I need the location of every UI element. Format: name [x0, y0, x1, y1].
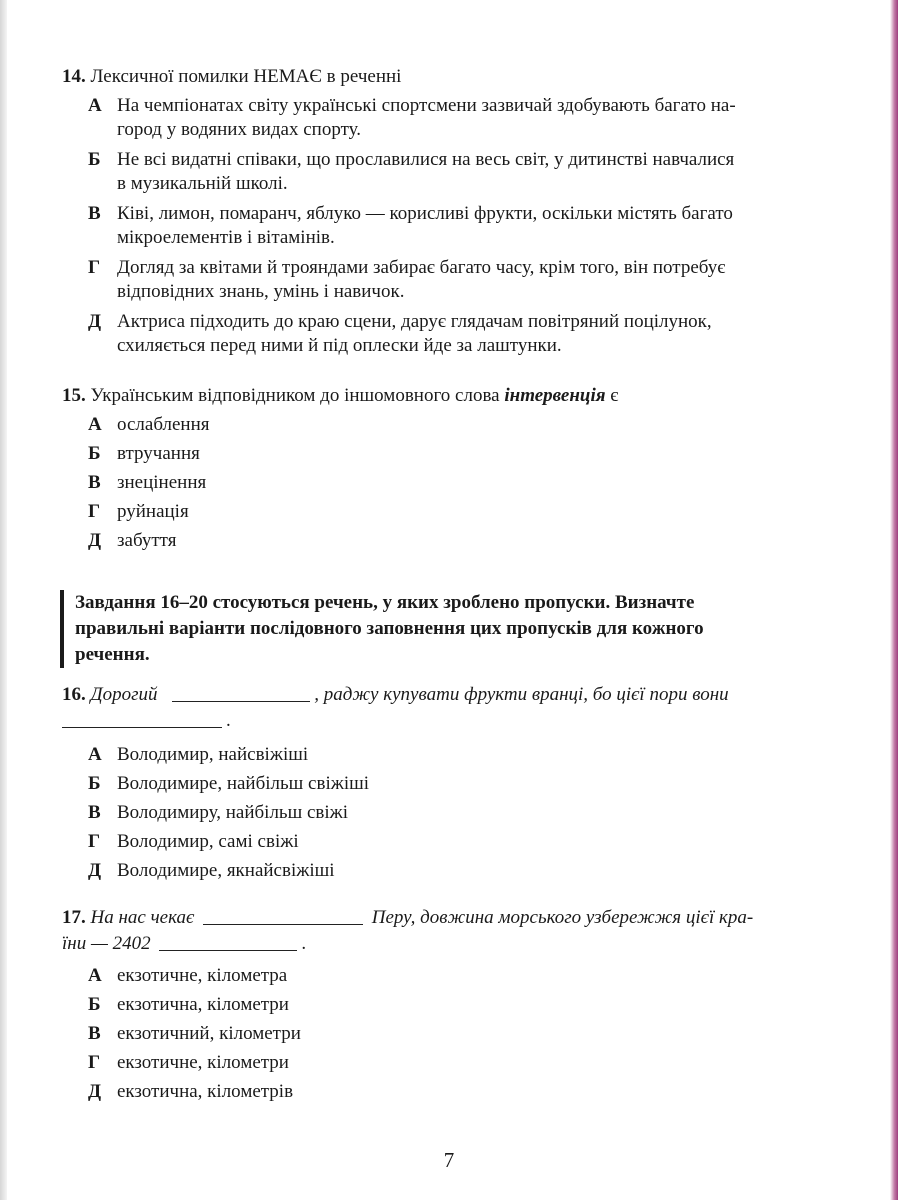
option-text: Володимире, найбільш свіжіші [117, 773, 370, 794]
option-text-line1: Не всі видатні співаки, що прославилися на весь світ, у дитинстві навчалися [117, 149, 735, 170]
option-h[interactable] [62, 256, 840, 304]
option-v[interactable] [62, 202, 840, 250]
question-end: . [226, 710, 231, 731]
option-text-line2: мікроелементів і вітамінів. [117, 227, 335, 248]
question-text: , раджу купувати фрукти вранці, бо цієї пори вони [314, 684, 729, 705]
option-text: Володимиру, найбільш свіжі [117, 802, 349, 823]
option-text-line1: Ківі, лимон, помаранч, яблуко — корисливі фрукти, оскільки містять багато [117, 203, 733, 224]
option-letter: А [88, 414, 102, 435]
answer-blank[interactable] [203, 906, 363, 925]
option-text: ослаблення [117, 414, 210, 435]
option-letter: Г [88, 257, 101, 278]
option-b[interactable] [62, 442, 840, 466]
option-v[interactable] [62, 801, 840, 825]
option-text: руйнація [117, 501, 189, 522]
option-h[interactable] [62, 1051, 840, 1075]
option-d[interactable] [62, 310, 840, 358]
option-letter: Д [88, 1081, 102, 1102]
question-keyword: інтервенція [504, 385, 606, 406]
question-16-stem [62, 682, 840, 734]
question-prompt: Лексичної помилки НЕМАЄ в реченні [90, 66, 402, 87]
option-a[interactable] [62, 743, 840, 767]
question-14-stem [62, 64, 840, 89]
option-text-line1: Актриса підходить до краю сцени, дарує глядачам повітряний поцілунок, [117, 311, 712, 332]
question-number: 14. [62, 66, 86, 87]
option-letter: В [88, 203, 101, 224]
option-a[interactable] [62, 94, 840, 142]
option-letter: Д [88, 311, 102, 332]
option-text-line2: город у водяних видах спорту. [117, 119, 361, 140]
question-text: На нас чекає [90, 907, 195, 928]
option-text: забуття [117, 530, 177, 551]
answer-blank[interactable] [172, 683, 310, 702]
option-text: екзотичне, кілометра [117, 965, 288, 986]
page-right-edge-stripe [890, 0, 898, 1200]
instruction-line: правильні варіанти послідовного заповнення цих пропусків для кожного [75, 618, 704, 639]
option-letter: Г [88, 831, 101, 852]
option-h[interactable] [62, 830, 840, 854]
option-text: втручання [117, 443, 200, 464]
question-number: 16. [62, 684, 86, 705]
option-d[interactable] [62, 529, 840, 553]
instruction-block [60, 590, 840, 668]
option-text-line2: схиляється перед ними й під оплески йде за лаштунки. [117, 335, 562, 356]
option-v[interactable] [62, 1022, 840, 1046]
option-d[interactable] [62, 1080, 840, 1104]
option-text: Володимире, якнайсвіжіші [117, 860, 335, 881]
page-content [62, 64, 840, 1104]
option-b[interactable] [62, 772, 840, 796]
option-letter: А [88, 965, 102, 986]
option-letter: Б [88, 994, 101, 1015]
option-letter: В [88, 802, 101, 823]
question-17 [62, 905, 840, 1104]
option-b[interactable] [62, 993, 840, 1017]
option-letter: А [88, 744, 102, 765]
option-v[interactable] [62, 471, 840, 495]
question-number: 17. [62, 907, 86, 928]
option-letter: Д [88, 530, 102, 551]
instruction-line: Завдання 16–20 стосуються речень, у яких зроблено пропуски. Визначте [75, 592, 695, 613]
option-h[interactable] [62, 500, 840, 524]
question-17-stem [62, 905, 840, 957]
question-text: Перу, довжина морського узбережжя цієї кра- [371, 907, 754, 928]
option-d[interactable] [62, 859, 840, 883]
option-text: знецінення [117, 472, 207, 493]
answer-blank[interactable] [159, 932, 297, 951]
option-letter: А [88, 95, 102, 116]
option-letter: В [88, 1023, 101, 1044]
option-text: Володимир, найсвіжіші [117, 744, 309, 765]
question-15 [62, 383, 840, 553]
question-prompt: Українським відповідником до іншомовного слова [90, 385, 500, 406]
option-letter: Б [88, 149, 101, 170]
question-text: Дорогий [90, 684, 158, 705]
option-text-line2: відповідних знань, умінь і навичок. [117, 281, 405, 302]
page-left-shadow [0, 0, 7, 1200]
option-letter: В [88, 472, 101, 493]
page-number: 7 [443, 1148, 455, 1172]
option-a[interactable] [62, 413, 840, 437]
question-prompt-end: є [610, 385, 619, 406]
option-letter: Б [88, 443, 101, 464]
question-number: 15. [62, 385, 86, 406]
option-text-line2: в музикальній школі. [117, 173, 288, 194]
option-a[interactable] [62, 964, 840, 988]
question-16 [62, 682, 840, 883]
question-15-stem [62, 383, 840, 408]
option-text-line1: На чемпіонатах світу українські спортсмени зазвичай здобувають багато на- [117, 95, 736, 116]
option-text: екзотична, кілометри [117, 994, 289, 1015]
instruction-line: речення. [75, 644, 150, 665]
option-text-line1: Догляд за квітами й трояндами забирає багато часу, крім того, він потребує [117, 257, 726, 278]
option-letter: Г [88, 501, 101, 522]
option-text: екзотичне, кілометри [117, 1052, 289, 1073]
option-letter: Д [88, 860, 102, 881]
option-text: Володимир, самі свіжі [117, 831, 299, 852]
option-text: екзотичний, кілометри [117, 1023, 301, 1044]
option-letter: Б [88, 773, 101, 794]
answer-blank[interactable] [62, 709, 222, 728]
option-b[interactable] [62, 148, 840, 196]
question-end: . [301, 933, 307, 954]
option-text: екзотична, кілометрів [117, 1081, 294, 1102]
question-14 [62, 64, 840, 358]
option-letter: Г [88, 1052, 101, 1073]
question-text: їни — 2402 [62, 933, 151, 954]
